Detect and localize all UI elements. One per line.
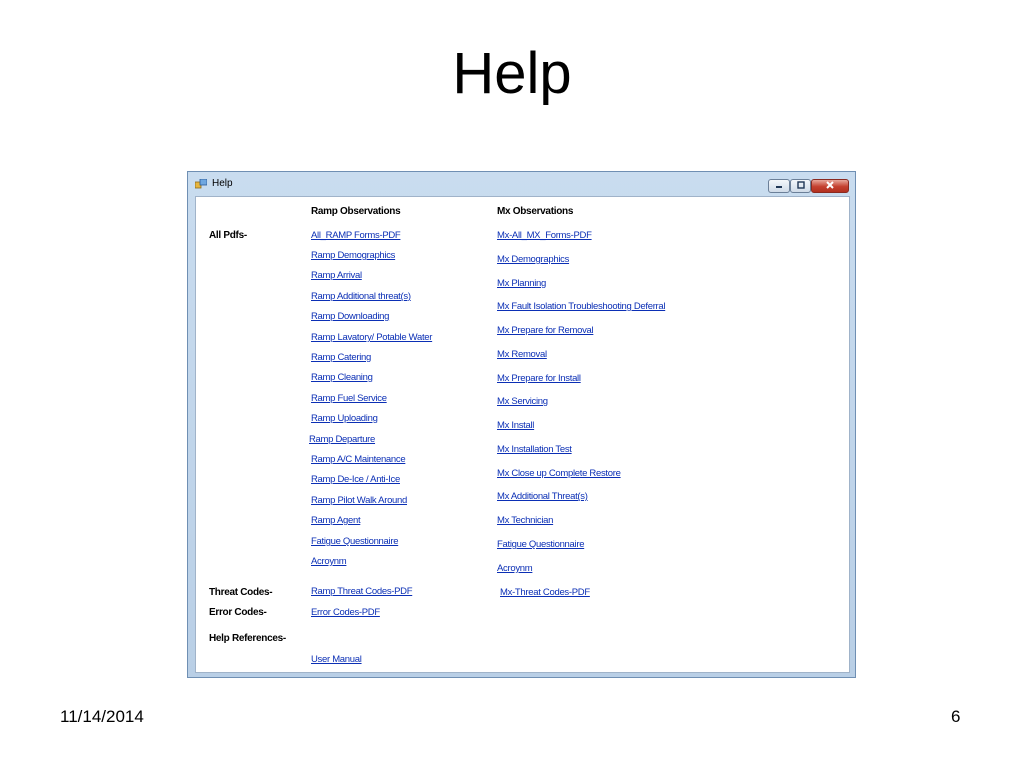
link-mx-fatigue-questionnaire[interactable]: Fatigue Questionnaire (497, 539, 585, 550)
link-ramp-de-ice-anti-ice[interactable]: Ramp De-Ice / Anti-Ice (311, 474, 400, 485)
link-ramp-fuel-service[interactable]: Ramp Fuel Service (311, 393, 387, 404)
slide-page-number: 6 (951, 707, 961, 726)
maximize-icon (796, 180, 806, 190)
link-mx-servicing[interactable]: Mx Servicing (497, 396, 548, 407)
link-ramp-cleaning[interactable]: Ramp Cleaning (311, 372, 373, 383)
link-ramp-acronym[interactable]: Acroynm (311, 556, 347, 567)
link-mx-all-forms-pdf[interactable]: Mx-All_MX_Forms-PDF (497, 230, 592, 241)
link-ramp-departure[interactable]: Ramp Departure (309, 434, 376, 445)
link-mx-installation-test[interactable]: Mx Installation Test (497, 444, 572, 455)
link-ramp-fatigue-questionnaire[interactable]: Fatigue Questionnaire (311, 536, 399, 547)
link-mx-planning[interactable]: Mx Planning (497, 278, 546, 289)
link-ramp-arrival[interactable]: Ramp Arrival (311, 270, 362, 281)
link-ramp-agent[interactable]: Ramp Agent (311, 515, 361, 526)
link-ramp-lavatory-potable-water[interactable]: Ramp Lavatory/ Potable Water (311, 332, 433, 343)
slide-title: Help (452, 41, 572, 106)
link-mx-close-up-complete-restore[interactable]: Mx Close up Complete Restore (497, 468, 621, 479)
link-mx-additional-threats[interactable]: Mx Additional Threat(s) (497, 491, 588, 502)
link-error-codes-pdf[interactable]: Error Codes-PDF (311, 607, 380, 618)
close-button[interactable] (811, 179, 849, 193)
link-ramp-pilot-walk-around[interactable]: Ramp Pilot Walk Around (311, 495, 408, 506)
link-ramp-additional-threats[interactable]: Ramp Additional threat(s) (311, 291, 411, 302)
link-mx-acronym[interactable]: Acroynm (497, 563, 533, 574)
link-mx-removal[interactable]: Mx Removal (497, 349, 547, 360)
help-window (187, 171, 856, 678)
link-all-ramp-forms-pdf[interactable]: All_RAMP Forms-PDF (311, 230, 401, 241)
error-codes-label: Error Codes- (209, 607, 267, 618)
link-mx-fault-isolation[interactable]: Mx Fault Isolation Troubleshooting Deferral (497, 301, 666, 312)
maximize-button[interactable] (790, 179, 811, 193)
link-mx-prepare-for-removal[interactable]: Mx Prepare for Removal (497, 325, 594, 336)
link-user-manual[interactable]: User Manual (311, 654, 362, 665)
link-ramp-downloading[interactable]: Ramp Downloading (311, 311, 390, 322)
minimize-icon (774, 180, 784, 190)
window-title: Help (212, 178, 233, 189)
link-ramp-ac-maintenance[interactable]: Ramp A/C Maintenance (311, 454, 406, 465)
close-icon (825, 180, 835, 190)
help-references-label: Help References- (209, 633, 286, 644)
minimize-button[interactable] (768, 179, 790, 193)
help-content (195, 196, 850, 673)
link-ramp-uploading[interactable]: Ramp Uploading (311, 413, 378, 424)
link-mx-prepare-for-install[interactable]: Mx Prepare for Install (497, 373, 581, 384)
link-mx-demographics[interactable]: Mx Demographics (497, 254, 570, 265)
ramp-observations-header: Ramp Observations (311, 206, 401, 217)
link-mx-threat-codes-pdf[interactable]: Mx-Threat Codes-PDF (500, 587, 590, 598)
link-ramp-threat-codes-pdf[interactable]: Ramp Threat Codes-PDF (311, 586, 413, 597)
threat-codes-label: Threat Codes- (209, 587, 273, 598)
mx-observations-header: Mx Observations (497, 206, 574, 217)
slide-date: 11/14/2014 (60, 707, 144, 726)
link-ramp-demographics[interactable]: Ramp Demographics (311, 250, 396, 261)
link-mx-technician[interactable]: Mx Technician (497, 515, 554, 526)
link-mx-install[interactable]: Mx Install (497, 420, 535, 431)
all-pdfs-label: All Pdfs- (209, 230, 247, 241)
link-ramp-catering[interactable]: Ramp Catering (311, 352, 371, 363)
window-titlebar[interactable] (188, 172, 855, 196)
app-window-icon (195, 179, 207, 189)
